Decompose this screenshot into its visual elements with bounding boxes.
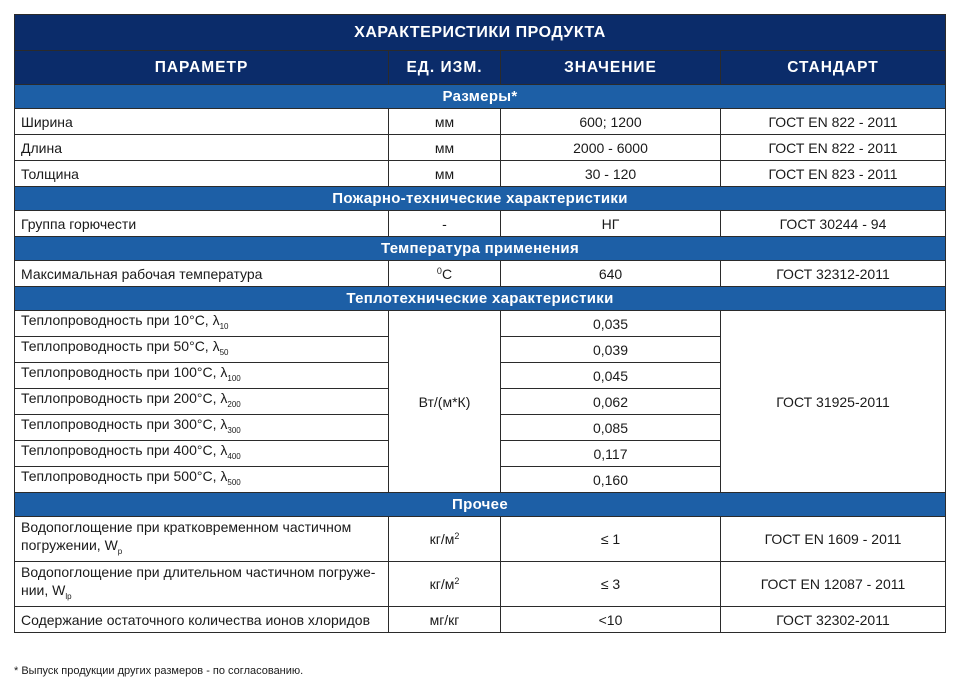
table-row (15, 311, 946, 337)
unit-cell: мм (389, 109, 501, 135)
standard-cell: ГОСТ EN 1609 - 2011 (721, 517, 946, 562)
param-cell (15, 517, 389, 562)
table-row (15, 517, 946, 562)
unit-cell (389, 562, 501, 607)
param-subscript: 200 (227, 400, 241, 409)
value-cell: 0,039 (501, 337, 721, 363)
value-cell: 30 - 120 (501, 161, 721, 187)
table-row (15, 562, 946, 607)
section-fire: Пожарно-технические характеристики (15, 187, 946, 211)
header-unit: ЕД. ИЗМ. (389, 51, 501, 85)
param-subscript: lp (65, 591, 72, 601)
unit-cell: мг/кг (389, 607, 501, 633)
param-subscript: 500 (227, 478, 241, 487)
section-temperature: Температура применения (15, 237, 946, 261)
unit-superscript: 2 (454, 576, 460, 586)
param-subscript: 10 (219, 322, 229, 331)
param-cell (15, 467, 389, 493)
param-cell: Длина (15, 135, 389, 161)
table-row (15, 135, 946, 161)
value-cell: ≤ 3 (501, 562, 721, 607)
param-cell (15, 415, 389, 441)
thermal-unit-cell: Вт/(м*К) (389, 311, 501, 493)
value-cell: 600; 1200 (501, 109, 721, 135)
product-specs-table (14, 14, 946, 633)
value-cell: <10 (501, 607, 721, 633)
param-cell: Толщина (15, 161, 389, 187)
param-text: Теплопроводность при 10°С, λ (21, 312, 220, 328)
param-text: Теплопроводность при 100°С, λ (21, 364, 228, 380)
param-text: Водопоглощение при кратковременном частичном погружении, W (21, 518, 352, 553)
param-cell (15, 441, 389, 467)
thermal-standard-cell: ГОСТ 31925-2011 (721, 311, 946, 493)
param-subscript: 400 (227, 452, 241, 461)
param-cell: Содержание остаточного количества ионов хлоридов (15, 607, 389, 633)
section-thermal: Теплотехнические характеристики (15, 287, 946, 311)
param-subscript: 300 (227, 426, 241, 435)
param-text: Теплопроводность при 500°С, λ (21, 468, 228, 484)
table-title: ХАРАКТЕРИСТИКИ ПРОДУКТА (15, 15, 946, 51)
table-row (15, 211, 946, 237)
table-row (15, 261, 946, 287)
param-cell (15, 311, 389, 337)
param-subscript: p (117, 546, 123, 556)
unit-text: С (441, 265, 453, 282)
standard-cell: ГОСТ EN 12087 - 2011 (721, 562, 946, 607)
unit-cell (389, 261, 501, 287)
footnote: * Выпуск продукции других размеров - по согласованию. (14, 665, 304, 677)
value-cell: 0,160 (501, 467, 721, 493)
section-other: Прочее (15, 493, 946, 517)
unit-cell: - (389, 211, 501, 237)
table-row (15, 161, 946, 187)
unit-superscript: 0 (436, 265, 442, 276)
standard-cell: ГОСТ EN 822 - 2011 (721, 135, 946, 161)
value-cell: 0,085 (501, 415, 721, 441)
value-cell: 640 (501, 261, 721, 287)
param-cell: Группа горючести (15, 211, 389, 237)
value-cell: 2000 - 6000 (501, 135, 721, 161)
header-parameter: ПАРАМЕТР (15, 51, 389, 85)
param-cell (15, 363, 389, 389)
unit-text: кг/м (429, 576, 455, 592)
value-cell: 0,035 (501, 311, 721, 337)
param-cell: Ширина (15, 109, 389, 135)
param-text: Теплопроводность при 200°С, λ (21, 390, 228, 406)
value-cell: НГ (501, 211, 721, 237)
param-text: Водопоглощение при длительном частичном погруже-нии, W (21, 563, 376, 598)
param-cell (15, 562, 389, 607)
unit-cell (389, 517, 501, 562)
param-cell (15, 389, 389, 415)
standard-cell: ГОСТ 32312-2011 (721, 261, 946, 287)
standard-cell: ГОСТ 30244 - 94 (721, 211, 946, 237)
param-text: Теплопроводность при 50°С, λ (21, 338, 220, 354)
table-row (15, 607, 946, 633)
value-cell: ≤ 1 (501, 517, 721, 562)
standard-cell: ГОСТ EN 822 - 2011 (721, 109, 946, 135)
section-dimensions: Размеры* (15, 85, 946, 109)
param-text: Теплопроводность при 300°С, λ (21, 416, 228, 432)
param-cell (15, 337, 389, 363)
value-cell: 0,062 (501, 389, 721, 415)
unit-superscript: 2 (454, 531, 460, 541)
value-cell: 0,117 (501, 441, 721, 467)
param-cell: Максимальная рабочая температура (15, 261, 389, 287)
param-text: Теплопроводность при 400°С, λ (21, 442, 228, 458)
standard-cell: ГОСТ 32302-2011 (721, 607, 946, 633)
param-subscript: 100 (227, 374, 241, 383)
header-value: ЗНАЧЕНИЕ (501, 51, 721, 85)
value-cell: 0,045 (501, 363, 721, 389)
unit-text: кг/м (429, 531, 455, 547)
standard-cell: ГОСТ EN 823 - 2011 (721, 161, 946, 187)
table-row (15, 109, 946, 135)
unit-cell: мм (389, 135, 501, 161)
param-subscript: 50 (219, 348, 229, 357)
unit-cell: мм (389, 161, 501, 187)
header-standard: СТАНДАРТ (721, 51, 946, 85)
